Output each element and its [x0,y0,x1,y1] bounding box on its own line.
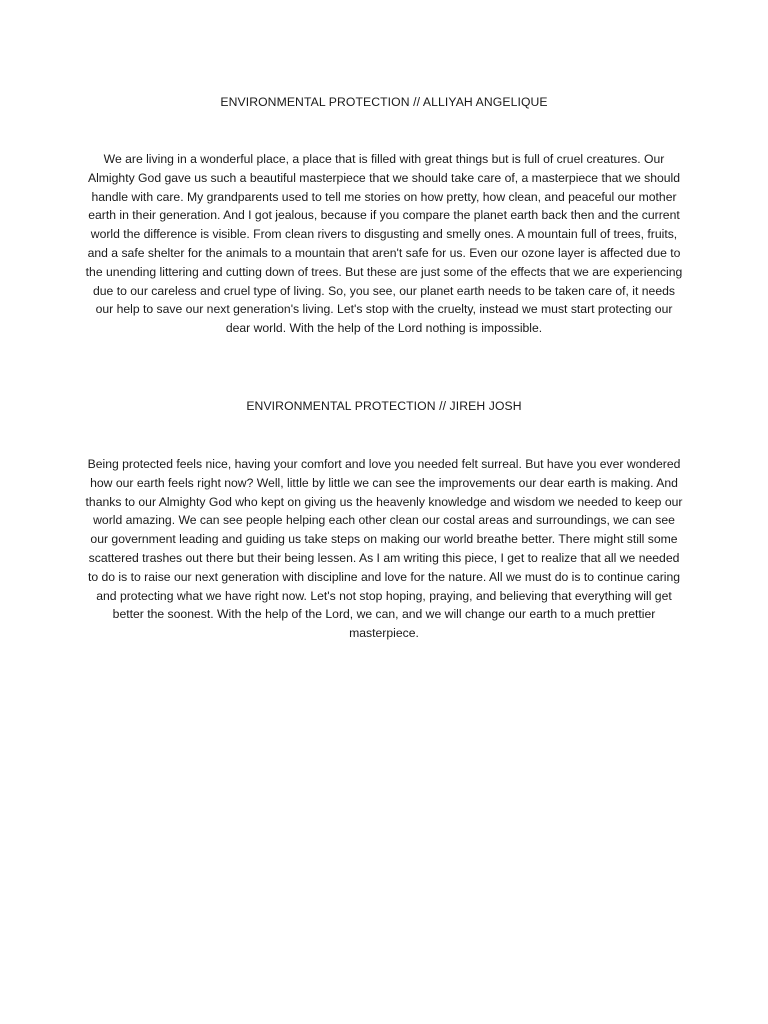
essay-title-alliyah: ENVIRONMENTAL PROTECTION // ALLIYAH ANGELIQUE [220,95,548,109]
essay-body-jireh: Being protected feels nice, having your comfort and love you needed felt surreal. But have you ever wondered how our earth feels right now? Well, little by little we can see the improvements our dear earth is making. And thanks to our Almighty God who kept on giving us the heavenly knowledge and wisdom we needed to keep our world amazing. We can see people helping each other clean our costal areas and surroundings, we can see our government leading and guiding us take steps on making our world breathe better. There might still some scattered trashes out there but their being lessen. As I am writing this piece, I get to realize that all we needed to do is to raise our next generation with discipline and love for the nature. All we must do is to continue caring and protecting what we have right now. Let's not stop hoping, praying, and believing that everything will get better the soonest. With the help of the Lord, we can, and we will change our earth to a much prettier masterpiece. [85,457,683,641]
essay-body-alliyah: We are living in a wonderful place, a place that is filled with great things but is full of cruel creatures. Our Almighty God gave us such a beautiful masterpiece that we should take care of, a masterpiece that we should handle with care. My grandparents used to tell me stories on how pretty, how clean, and peaceful our mother earth in their generation. And I got jealous, because if you compare the planet earth back then and the current world the difference is visible. From clean rivers to disgusting and smelly ones. A mountain full of trees, fruits, and a safe shelter for the animals to a mountain that aren't safe for us. Even our ozone layer is affected due to the unending littering and cutting down of trees. But these are just some of the effects that we are experiencing due to our careless and cruel type of living. So, you see, our planet earth needs to be taken care of, it needs our help to save our next generation's living. Let's stop with the cruelty, instead we must start protecting our dear world. With the help of the Lord nothing is impossible. [85,152,683,336]
essay-title-jireh: ENVIRONMENTAL PROTECTION // JIREH JOSH [246,399,522,413]
